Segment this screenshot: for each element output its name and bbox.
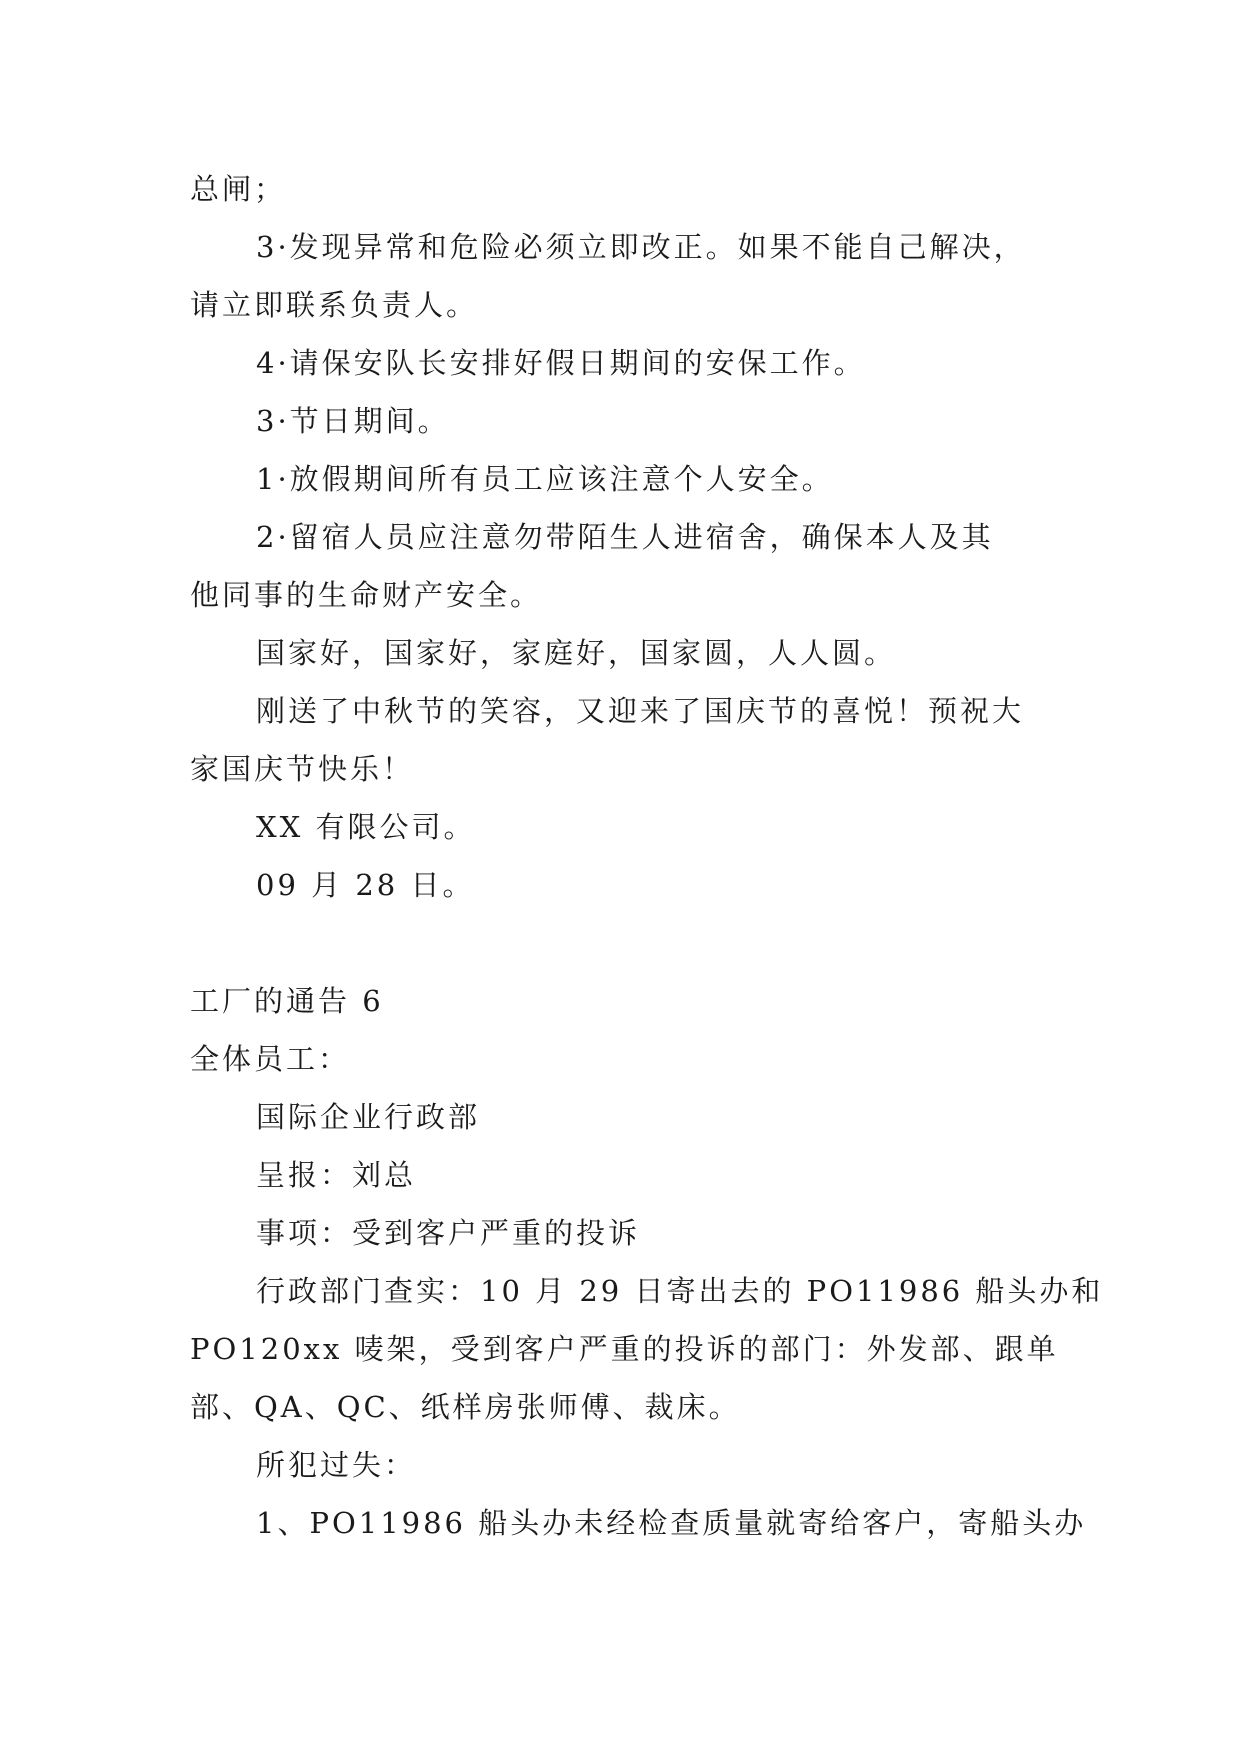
salutation: 全体员工： (190, 1042, 351, 1076)
text-line: 国际企业行政部 (256, 1100, 481, 1134)
text-line: 3·节日期间。 (256, 404, 450, 438)
text-line: 行政部门查实：10 月 29 日寄出去的 PO11986 船头办和 (256, 1274, 1104, 1308)
text-line: 3·发现异常和危险必须立即改正。如果不能自己解决， (256, 230, 1026, 264)
text-line: 2·留宿人员应注意勿带陌生人进宿舍，确保本人及其 (256, 520, 994, 554)
section-spacer (190, 914, 1050, 972)
text-line: 事项：受到客户严重的投诉 (256, 1216, 641, 1250)
text-line: 部、QA、QC、纸样房张师傅、裁床。 (190, 1390, 741, 1424)
section-title: 工厂的通告 6 (190, 984, 384, 1018)
text-line: PO120xx 唛架，受到客户严重的投诉的部门：外发部、跟单 (190, 1332, 1059, 1366)
text-line: 家国庆节快乐！ (190, 752, 415, 786)
company-name: XX 有限公司。 (256, 810, 476, 844)
document-date: 09 月 28 日。 (256, 868, 475, 902)
document-body (190, 160, 1104, 1552)
text-line: 刚送了中秋节的笑容，又迎来了国庆节的喜悦！预祝大 (256, 694, 1025, 728)
text-line: 呈报：刘总 (256, 1158, 417, 1192)
text-line: 4·请保安队长安排好假日期间的安保工作。 (256, 346, 866, 380)
text-line: 总闸； (190, 172, 287, 206)
text-line: 请立即联系负责人。 (190, 288, 479, 322)
text-line: 所犯过失： (256, 1448, 417, 1482)
text-line: 1·放假期间所有员工应该注意个人安全。 (256, 462, 834, 496)
text-line: 1、PO11986 船头办未经检查质量就寄给客户，寄船头办 (256, 1506, 1087, 1540)
text-line: 他同事的生命财产安全。 (190, 578, 543, 612)
text-line: 国家好，国家好，家庭好，国家圆，人人圆。 (256, 636, 897, 670)
